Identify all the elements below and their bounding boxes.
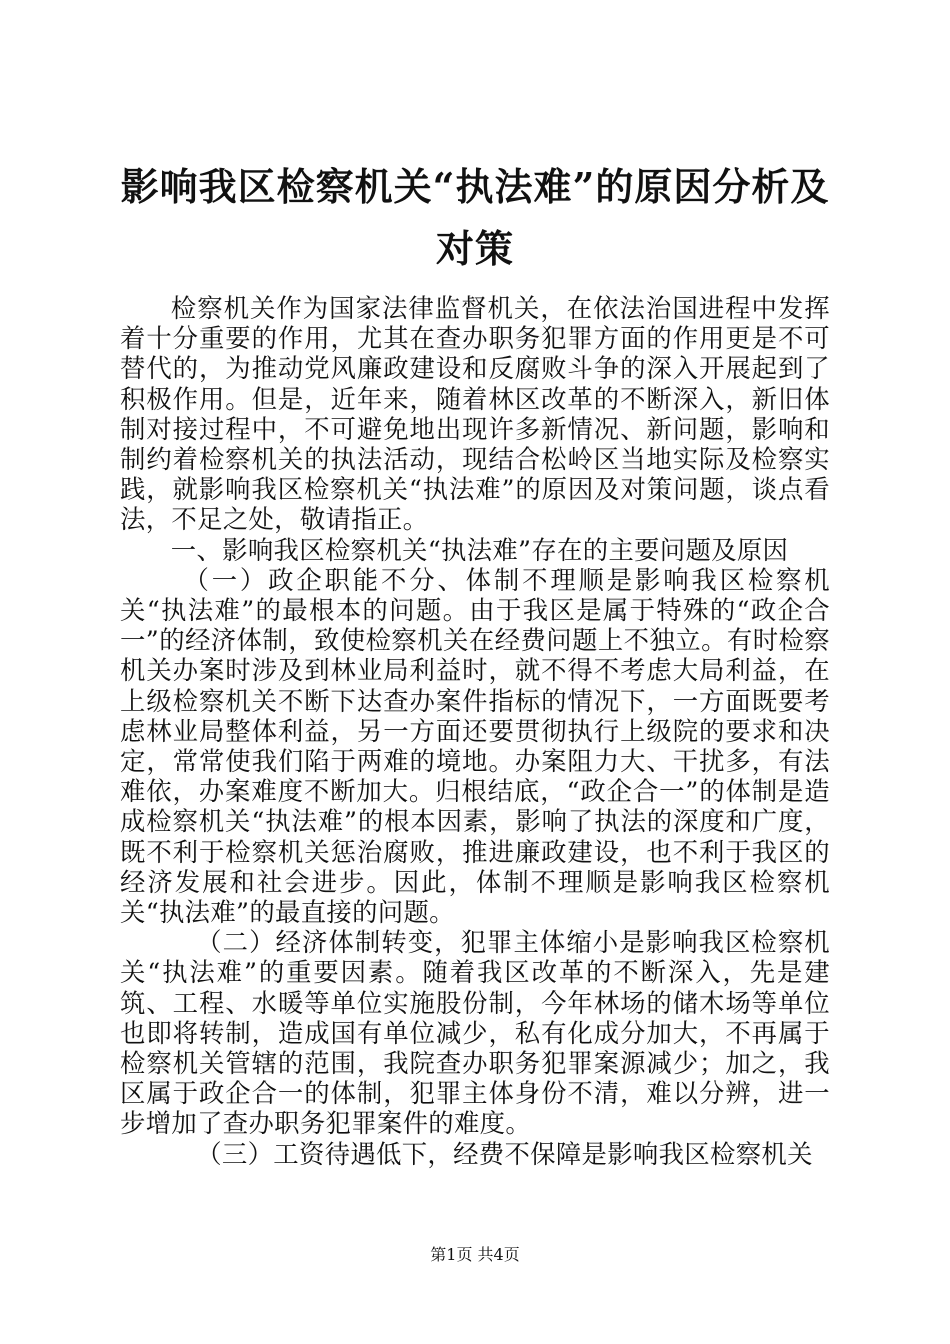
document-title: 影响我区检察机关“执法难”的原因分析及对策: [120, 164, 830, 271]
paragraph-point-3: （三）工资待遇低下，经费不保障是影响我区检察机关: [196, 1138, 813, 1169]
paragraph-point-1: （一）政企职能不分、体制不理顺是影响我区检察机关“执法难”的最根本的问题。由于我区是属于特殊的“政企合一”的经济体制，致使检察机关在经费问题上不独立。有时检察机关办案时涉及到林业局利益时，就不得不考虑大局利益，在上级检察机关不断下达查办案件指标的情况下，一方面既要考虑林业局整体利益，另一方面还要贯彻执行上级院的要求和决定，常常使我们陷于两难的境地。办案阻力大、干扰多，有法难依，办案难度不断加大。归根结底，“政企合一”的体制是造成检察机关“执法难”的根本因素，影响了执法的深度和广度，既不利于检察机关惩治腐败，推进廉政建设，也不利于我区的经济发展和社会进步。因此，体制不理顺是影响我区检察机关“执法难”的最直接的问题。: [120, 564, 830, 928]
paragraph-intro: 检察机关作为国家法律监督机关，在依法治国进程中发挥着十分重要的作用，尤其在查办职务犯罪方面的作用更是不可替代的，为推动党风廉政建设和反腐败斗争的深入开展起到了积极作用。但是，近年来，随着林区改革的不断深入，新旧体制对接过程中，不可避免地出现许多新情况、新问题，影响和制约着检察机关的执法活动，现结合松岭区当地实际及检察实践，就影响我区检察机关“执法难”的原因及对策问题，谈点看法，不足之处，敬请指正。: [120, 293, 830, 535]
page-footer: 第1页 共4页: [430, 1245, 520, 1264]
section-heading-1: 一、影响我区检察机关“执法难”存在的主要问题及原因: [170, 534, 789, 565]
document-body: [120, 293, 830, 1169]
paragraph-point-2: （二）经济体制转变，犯罪主体缩小是影响我区检察机关“执法难”的重要因素。随着我区改革的不断深入，先是建筑、工程、水暖等单位实施股份制，今年林场的储木场等单位也即将转制，造成国有单位减少，私有化成分加大，不再属于检察机关管辖的范围，我院查办职务犯罪案源减少；加之，我区属于政企合一的体制，犯罪主体身份不清，难以分辨，进一步增加了查办职务犯罪案件的难度。: [120, 927, 830, 1139]
